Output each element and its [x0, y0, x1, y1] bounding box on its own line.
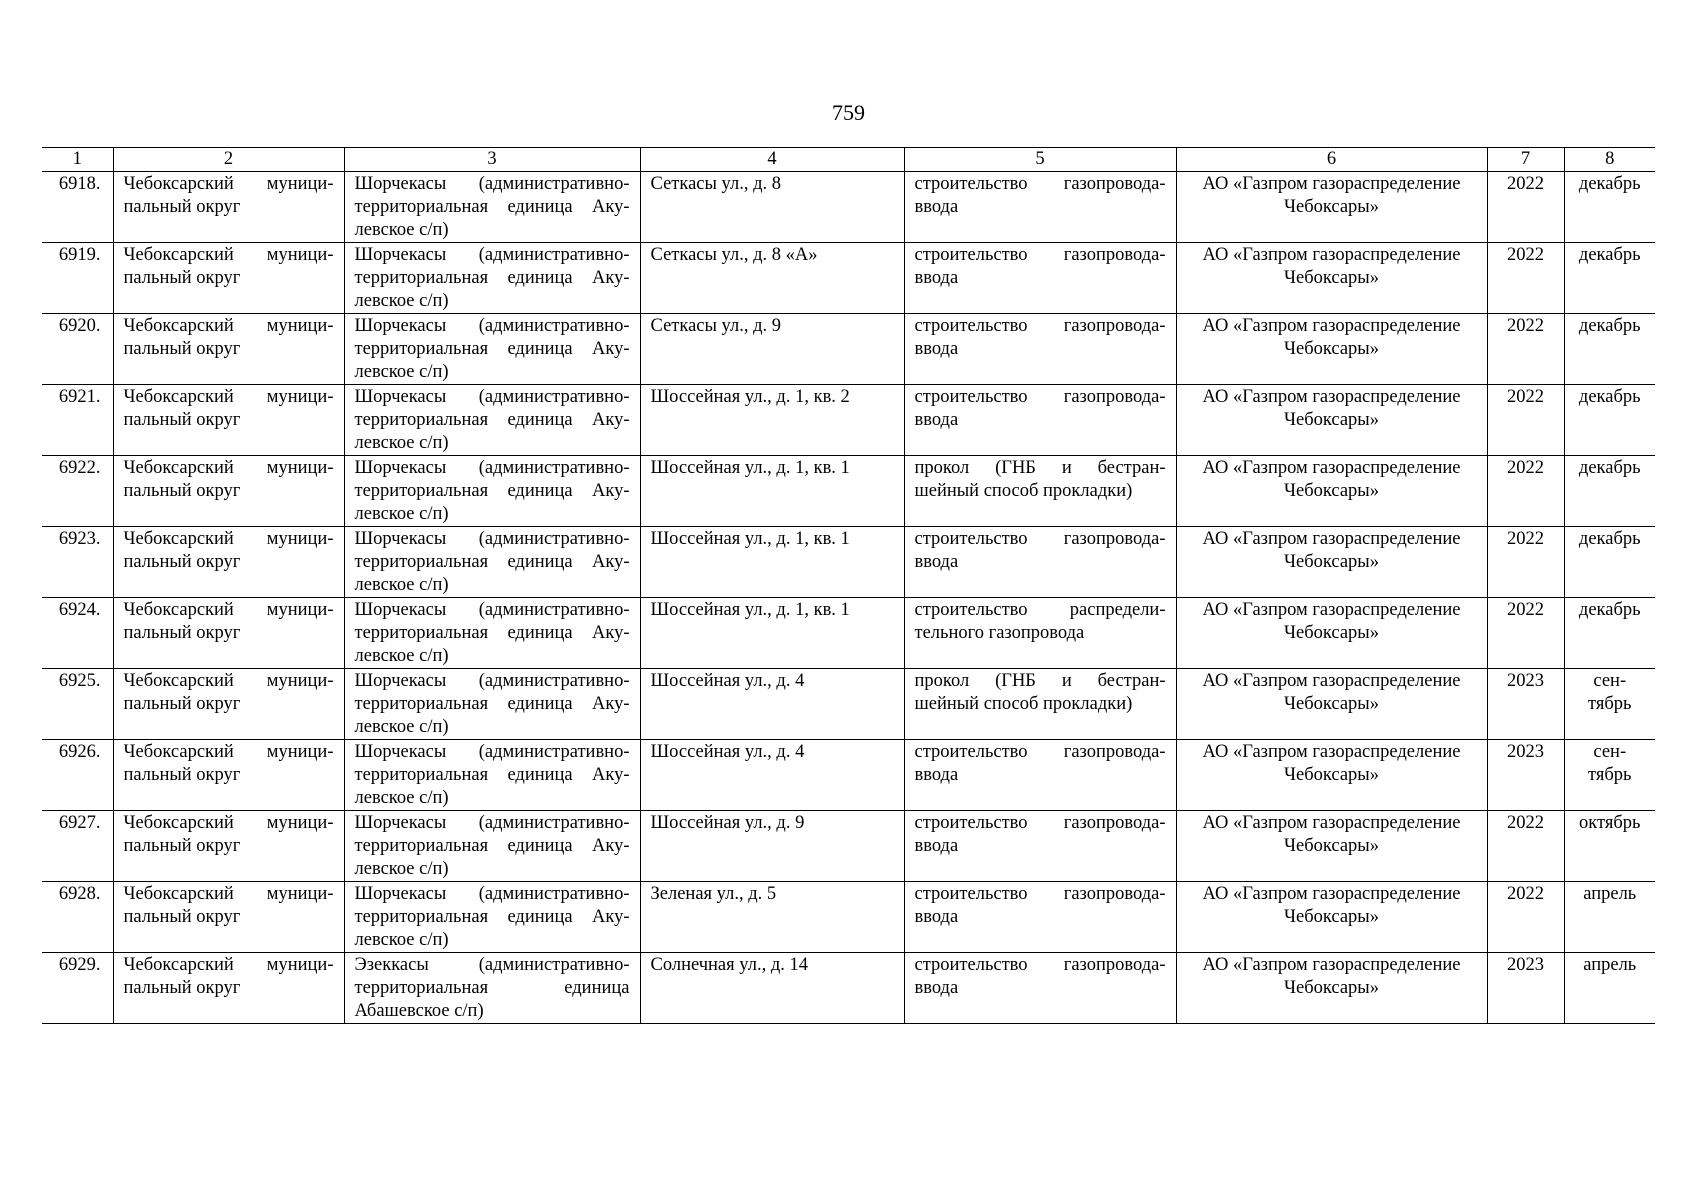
address-cell: Шоссейная ул., д. 1, кв. 1 [640, 527, 904, 598]
work-type-cell: строительство газопровода-ввода [904, 243, 1176, 314]
column-header: 6 [1176, 148, 1487, 172]
column-header: 5 [904, 148, 1176, 172]
locality-cell: Эзеккасы (административно-территориальная единица Абашевское с/п) [344, 953, 640, 1024]
row-number: 6921. [42, 385, 113, 456]
organization-cell: АО «Газпром газораспределение Чебоксары» [1176, 527, 1487, 598]
organization-cell: АО «Газпром газораспределение Чебоксары» [1176, 598, 1487, 669]
table-row [42, 811, 1655, 882]
address-cell: Сеткасы ул., д. 8 [640, 172, 904, 243]
work-type-cell: строительство газопровода-ввода [904, 314, 1176, 385]
month-cell: сен-тябрь [1564, 669, 1655, 740]
address-cell: Солнечная ул., д. 14 [640, 953, 904, 1024]
row-number: 6922. [42, 456, 113, 527]
column-header: 3 [344, 148, 640, 172]
row-number: 6923. [42, 527, 113, 598]
column-header: 4 [640, 148, 904, 172]
district-cell: Чебоксарский муници-пальный округ [113, 172, 344, 243]
work-type-cell: строительство газопровода-ввода [904, 172, 1176, 243]
row-number: 6925. [42, 669, 113, 740]
address-cell: Сеткасы ул., д. 8 «А» [640, 243, 904, 314]
row-number: 6928. [42, 882, 113, 953]
organization-cell: АО «Газпром газораспределение Чебоксары» [1176, 456, 1487, 527]
address-cell: Шоссейная ул., д. 4 [640, 740, 904, 811]
table-row [42, 740, 1655, 811]
work-type-cell: строительство газопровода-ввода [904, 811, 1176, 882]
work-type-cell: строительство распредели-тельного газопровода [904, 598, 1176, 669]
row-number: 6926. [42, 740, 113, 811]
locality-cell: Шорчекасы (административно-территориальная единица Аку-левское с/п) [344, 527, 640, 598]
table-row [42, 598, 1655, 669]
year-cell: 2022 [1487, 811, 1564, 882]
year-cell: 2022 [1487, 243, 1564, 314]
district-cell: Чебоксарский муници-пальный округ [113, 811, 344, 882]
month-cell: декабрь [1564, 598, 1655, 669]
year-cell: 2022 [1487, 385, 1564, 456]
locality-cell: Шорчекасы (административно-территориальная единица Аку-левское с/п) [344, 811, 640, 882]
address-cell: Шоссейная ул., д. 1, кв. 1 [640, 456, 904, 527]
district-cell: Чебоксарский муници-пальный округ [113, 385, 344, 456]
row-number: 6929. [42, 953, 113, 1024]
locality-cell: Шорчекасы (административно-территориальная единица Аку-левское с/п) [344, 314, 640, 385]
month-cell: декабрь [1564, 456, 1655, 527]
locality-cell: Шорчекасы (административно-территориальная единица Аку-левское с/п) [344, 740, 640, 811]
locality-cell: Шорчекасы (административно-территориальная единица Аку-левское с/п) [344, 243, 640, 314]
address-cell: Зеленая ул., д. 5 [640, 882, 904, 953]
table-row [42, 385, 1655, 456]
work-type-cell: строительство газопровода-ввода [904, 740, 1176, 811]
year-cell: 2022 [1487, 314, 1564, 385]
month-cell: апрель [1564, 953, 1655, 1024]
work-type-cell: прокол (ГНБ и бестран-шейный способ прокладки) [904, 456, 1176, 527]
year-cell: 2022 [1487, 598, 1564, 669]
district-cell: Чебоксарский муници-пальный округ [113, 456, 344, 527]
work-type-cell: строительство газопровода-ввода [904, 385, 1176, 456]
work-type-cell: строительство газопровода-ввода [904, 953, 1176, 1024]
address-cell: Сеткасы ул., д. 9 [640, 314, 904, 385]
locality-cell: Шорчекасы (административно-территориальная единица Аку-левское с/п) [344, 385, 640, 456]
locality-cell: Шорчекасы (административно-территориальная единица Аку-левское с/п) [344, 598, 640, 669]
district-cell: Чебоксарский муници-пальный округ [113, 740, 344, 811]
month-cell: декабрь [1564, 385, 1655, 456]
row-number: 6920. [42, 314, 113, 385]
table-row [42, 669, 1655, 740]
work-type-cell: строительство газопровода-ввода [904, 527, 1176, 598]
row-number: 6918. [42, 172, 113, 243]
column-number-row [42, 148, 1655, 172]
table-row [42, 314, 1655, 385]
table-row [42, 953, 1655, 1024]
column-header: 1 [42, 148, 113, 172]
district-cell: Чебоксарский муници-пальный округ [113, 598, 344, 669]
table-row [42, 172, 1655, 243]
work-type-cell: строительство газопровода-ввода [904, 882, 1176, 953]
year-cell: 2022 [1487, 882, 1564, 953]
column-header: 2 [113, 148, 344, 172]
year-cell: 2022 [1487, 172, 1564, 243]
address-cell: Шоссейная ул., д. 4 [640, 669, 904, 740]
address-cell: Шоссейная ул., д. 9 [640, 811, 904, 882]
row-number: 6927. [42, 811, 113, 882]
month-cell: октябрь [1564, 811, 1655, 882]
year-cell: 2023 [1487, 669, 1564, 740]
address-cell: Шоссейная ул., д. 1, кв. 1 [640, 598, 904, 669]
table-row [42, 527, 1655, 598]
year-cell: 2022 [1487, 456, 1564, 527]
organization-cell: АО «Газпром газораспределение Чебоксары» [1176, 811, 1487, 882]
organization-cell: АО «Газпром газораспределение Чебоксары» [1176, 740, 1487, 811]
column-header: 7 [1487, 148, 1564, 172]
district-cell: Чебоксарский муници-пальный округ [113, 953, 344, 1024]
organization-cell: АО «Газпром газораспределение Чебоксары» [1176, 882, 1487, 953]
month-cell: декабрь [1564, 314, 1655, 385]
organization-cell: АО «Газпром газораспределение Чебоксары» [1176, 669, 1487, 740]
district-cell: Чебоксарский муници-пальный округ [113, 527, 344, 598]
column-header: 8 [1564, 148, 1655, 172]
month-cell: декабрь [1564, 527, 1655, 598]
register-table [42, 147, 1655, 1024]
year-cell: 2023 [1487, 953, 1564, 1024]
work-type-cell: прокол (ГНБ и бестран-шейный способ прокладки) [904, 669, 1176, 740]
district-cell: Чебоксарский муници-пальный округ [113, 314, 344, 385]
table-row [42, 456, 1655, 527]
month-cell: апрель [1564, 882, 1655, 953]
district-cell: Чебоксарский муници-пальный округ [113, 882, 344, 953]
district-cell: Чебоксарский муници-пальный округ [113, 243, 344, 314]
locality-cell: Шорчекасы (административно-территориальная единица Аку-левское с/п) [344, 669, 640, 740]
table-row [42, 243, 1655, 314]
year-cell: 2022 [1487, 527, 1564, 598]
table-row [42, 882, 1655, 953]
row-number: 6924. [42, 598, 113, 669]
month-cell: декабрь [1564, 243, 1655, 314]
locality-cell: Шорчекасы (административно-территориальная единица Аку-левское с/п) [344, 456, 640, 527]
month-cell: сен-тябрь [1564, 740, 1655, 811]
organization-cell: АО «Газпром газораспределение Чебоксары» [1176, 243, 1487, 314]
organization-cell: АО «Газпром газораспределение Чебоксары» [1176, 314, 1487, 385]
district-cell: Чебоксарский муници-пальный округ [113, 669, 344, 740]
page-number: 759 [832, 100, 865, 125]
locality-cell: Шорчекасы (административно-территориальная единица Аку-левское с/п) [344, 882, 640, 953]
month-cell: декабрь [1564, 172, 1655, 243]
year-cell: 2023 [1487, 740, 1564, 811]
organization-cell: АО «Газпром газораспределение Чебоксары» [1176, 385, 1487, 456]
organization-cell: АО «Газпром газораспределение Чебоксары» [1176, 953, 1487, 1024]
organization-cell: АО «Газпром газораспределение Чебоксары» [1176, 172, 1487, 243]
row-number: 6919. [42, 243, 113, 314]
address-cell: Шоссейная ул., д. 1, кв. 2 [640, 385, 904, 456]
locality-cell: Шорчекасы (административно-территориальная единица Аку-левское с/п) [344, 172, 640, 243]
